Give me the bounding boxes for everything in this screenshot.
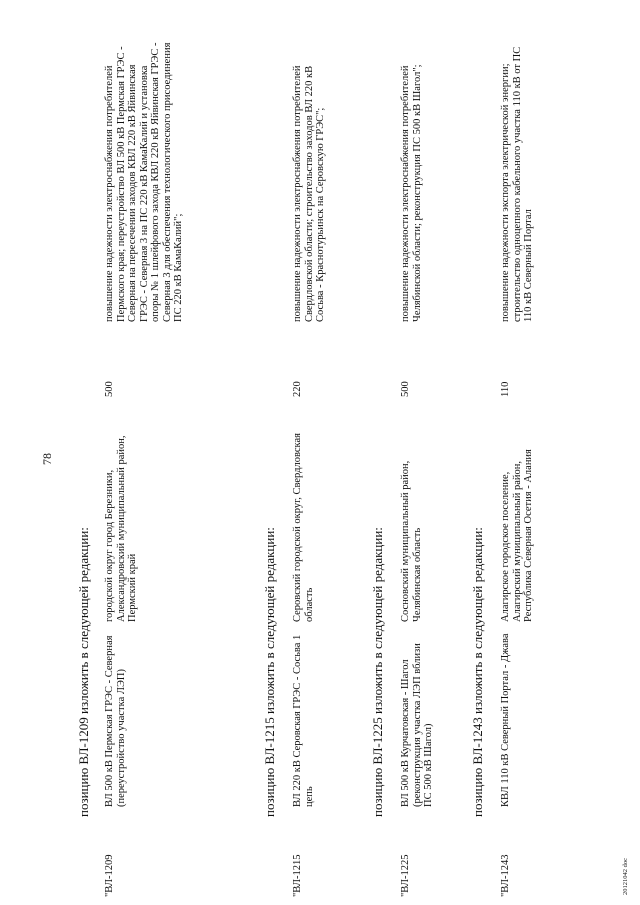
voltage-kv: 220	[292, 381, 303, 397]
purpose: повышение надежности экспорта электрической энергии; строительство одноцепного кабельного участка 110 кВ от ПС 110 кВ Северный Портал	[500, 46, 534, 322]
location: Алагирское городское поселение, Алагирский муниципальный район, Республика Северная Осетия - Алания	[500, 449, 534, 622]
section-intro: позицию ВЛ-1243 изложить в следующей редакции:	[470, 527, 485, 817]
line-name: ВЛ 220 кВ Серовская ГРЭС - Сосьва 1 цепь	[292, 634, 315, 807]
section-intro: позицию ВЛ-1215 изложить в следующей редакции:	[262, 527, 277, 817]
line-name: КВЛ 110 кВ Северный Портал - Джава	[500, 633, 511, 807]
page-number: 78	[40, 453, 54, 465]
line-name: ВЛ 500 кВ Пермская ГРЭС - Северная (переустройство участка ЛЭП)	[104, 635, 127, 807]
purpose: повышение надежности электроснабжения потребителей Свердловской области; строительство заходов ВЛ 220 кВ Сосьва - Краснотурьинск на Серовскую ГРЭС";	[292, 65, 326, 322]
location: Сосновский муниципальный район, Челябинская область	[400, 460, 423, 622]
voltage-kv: 500	[400, 381, 411, 397]
document-footer: 20121042 doc	[622, 857, 629, 895]
section-intro: позицию ВЛ-1225 изложить в следующей редакции:	[370, 527, 385, 817]
location: городской округ город Березники, Александровский муниципальный район, Пермский край	[104, 435, 138, 622]
row-code: "ВЛ-1215	[292, 854, 303, 897]
line-name: ВЛ 500 кВ Курчатовская - Шагол (реконструкция участка ЛЭП вблизи ПС 500 кВ Шагол)	[400, 643, 434, 807]
purpose: повышение надежности электроснабжения потребителей Пермского края; переустройство ВЛ 500 кВ Пермская ГРЭС - Северная на пересечении заходов КВЛ 220 кВ Яйвинская ГРЭС - Северная 3 на ПС 220 кВ КамаКалий и установка опоры № 1 шлейфового захода КВЛ 220 кВ Яйвинская ГРЭС - Северная 3 для обеспечения технологического присоединения ПС 220 кВ КамаКалий";	[104, 42, 184, 322]
purpose: повышение надежности электроснабжения потребителей Челябинской области; реконструкция ПС 500 кВ Шагол";	[400, 64, 423, 322]
row-code: "ВЛ-1243	[500, 854, 511, 897]
voltage-kv: 110	[500, 381, 511, 397]
location: Серовский городской округ, Свердловская область	[292, 433, 315, 622]
row-code: "ВЛ-1209	[104, 854, 115, 897]
row-code: "ВЛ-1225	[400, 854, 411, 897]
section-intro: позицию ВЛ-1209 изложить в следующей редакции:	[76, 527, 91, 817]
voltage-kv: 500	[104, 381, 115, 397]
